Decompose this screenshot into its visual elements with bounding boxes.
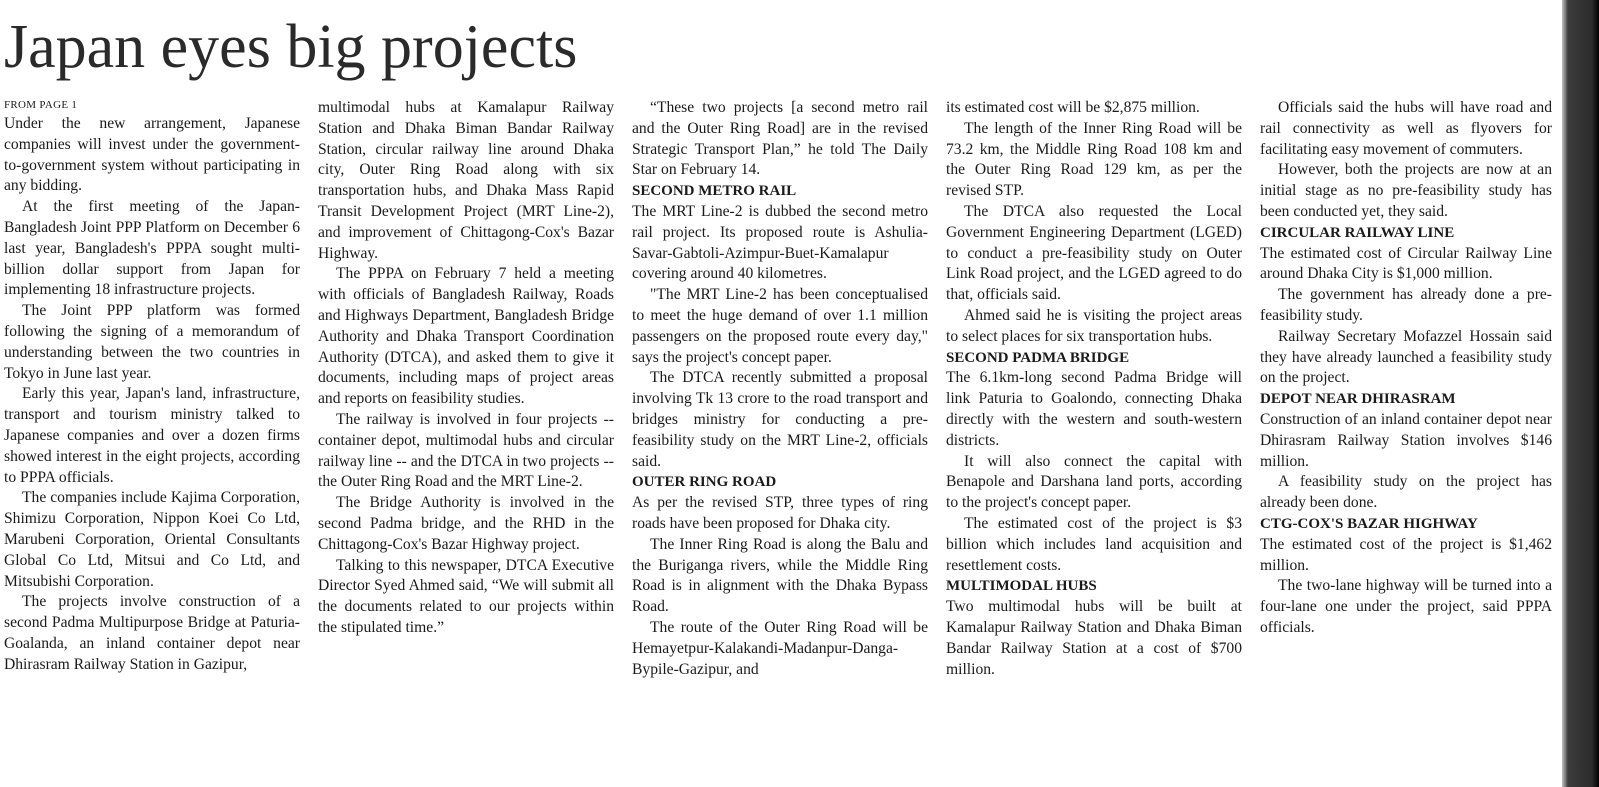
- headline: Japan eyes big projects: [4, 13, 578, 81]
- body-paragraph: The route of the Outer Ring Road will be Hemayetpur-Kalakandi-Madanpur-Danga-Bypile-Gazipur, and: [632, 618, 928, 678]
- body-paragraph: The companies include Kajima Corporation, Shimizu Corporation, Nippon Koei Co Ltd, Marubeni Corporation, Oriental Consultants Global Co Ltd, Mitsui and Co Ltd, and Mitsubishi Corporation.: [4, 489, 300, 590]
- article-column-3: [632, 98, 928, 680]
- body-paragraph: At the first meeting of the Japan-Bangladesh Joint PPP Platform on December 6 last year, Bangladesh's PPPA sought multi-billion dollar support from Japan for implementing 18 infrastructure projects.: [4, 198, 300, 299]
- body-paragraph: its estimated cost will be $2,875 million.: [946, 99, 1200, 116]
- body-paragraph: “These two projects [a second metro rail and the Outer Ring Road] are in the revised Strategic Transport Plan,” he told The Daily Star on February 14.: [632, 99, 928, 179]
- body-paragraph: The DTCA recently submitted a proposal involving Tk 13 crore to the road transport and bridges ministry for conducting a pre-feasibility study on the MRT Line-2, officials said.: [632, 369, 928, 470]
- body-paragraph: A feasibility study on the project has already been done.: [1260, 473, 1552, 512]
- body-paragraph: Officials said the hubs will have road and rail connectivity as well as flyovers for facilitating easy movement of commuters.: [1260, 99, 1552, 158]
- page-kicker: FROM PAGE 1: [4, 99, 78, 111]
- body-paragraph: It will also connect the capital with Benapole and Darshana land ports, according to the project's concept paper.: [946, 452, 1242, 512]
- body-paragraph: The railway is involved in four projects -- container depot, multimodal hubs and circular railway line -- and the DTCA in two projects -- the Outer Ring Road and the MRT Line-2.: [318, 410, 614, 491]
- body-paragraph: The estimated cost of Circular Railway Line around Dhaka City is $1,000 million.: [1260, 244, 1552, 283]
- body-paragraph: The two-lane highway will be turned into a four-lane one under the project, said PPPA officials.: [1260, 577, 1552, 636]
- section-subheading: DEPOT NEAR DHIRASRAM: [1260, 391, 1456, 408]
- body-paragraph: Talking to this newspaper, DTCA Executive Director Syed Ahmed said, “We will submit all the documents related to our projects within the stipulated time.”: [318, 556, 614, 636]
- article-column-1: [4, 98, 300, 676]
- body-paragraph: The estimated cost of the project is $1,462 million.: [1260, 535, 1552, 574]
- article-column-4: [946, 98, 1242, 680]
- body-paragraph: The 6.1km-long second Padma Bridge will link Paturia to Goalondo, connecting Dhaka directly with the western and south-western districts.: [946, 369, 1242, 449]
- body-paragraph: Under the new arrangement, Japanese companies will invest under the government-to-government system without participating in any bidding.: [4, 115, 300, 195]
- body-paragraph: As per the revised STP, three types of ring roads have been proposed for Dhaka city.: [632, 494, 928, 532]
- article-column-5: [1260, 98, 1552, 639]
- body-paragraph: The PPPA on February 7 held a meeting with officials of Bangladesh Railway, Roads and Highways Department, Bangladesh Bridge Authority and Dhaka Transport Coordination Authority (DTCA), and asked them to give it documents, including maps of project areas and reports on feasibility studies.: [318, 265, 614, 408]
- body-paragraph: The projects involve construction of a second Padma Multipurpose Bridge at Paturia-Goalanda, an inland container depot near Dhirasram Railway Station in Gazipur,: [4, 593, 300, 673]
- body-paragraph: The length of the Inner Ring Road will be 73.2 km, the Middle Ring Road 108 km and the Outer Ring Road 129 km, as per the revised STP.: [946, 119, 1242, 200]
- body-paragraph: The MRT Line-2 is dubbed the second metro rail project. Its proposed route is Ashulia-Savar-Gabtoli-Azimpur-Buet-Kamalapur covering around 40 kilometres.: [632, 202, 928, 283]
- article-column-2: [318, 98, 614, 639]
- page-edge-shadow: [1562, 0, 1599, 787]
- body-paragraph: The government has already done a pre-feasibility study.: [1260, 286, 1552, 324]
- section-subheading: CIRCULAR RAILWAY LINE: [1260, 224, 1455, 241]
- body-paragraph: The Inner Ring Road is along the Balu and the Buriganga rivers, while the Middle Ring Road is in alignment with the Dhaka Bypass Road.: [632, 535, 928, 616]
- body-paragraph: The Bridge Authority is involved in the second Padma bridge, and the RHD in the Chittagong-Cox's Bazar Highway project.: [318, 494, 614, 553]
- body-paragraph: "The MRT Line-2 has been conceptualised to meet the huge demand of over 1.1 million passengers on the proposed route every day," says the project's concept paper.: [632, 286, 928, 366]
- body-paragraph: multimodal hubs at Kamalapur Railway Station and Dhaka Biman Bandar Railway Station, circular railway line around Dhaka city, Outer Ring Road along with six transportation hubs, and Dhaka Mass Rapid Transit Development Project (MRT Line-2), and improvement of Chittagong-Cox's Bazar Highway.: [318, 99, 614, 262]
- body-paragraph: The Joint PPP platform was formed following the signing of a memorandum of understanding between the two countries in Tokyo in June last year.: [4, 302, 300, 382]
- body-paragraph: Railway Secretary Mofazzel Hossain said they have already launched a feasibility study on the project.: [1260, 327, 1552, 387]
- section-subheading: CTG-COX'S BAZAR HIGHWAY: [1260, 515, 1478, 532]
- section-subheading: OUTER RING ROAD: [632, 474, 777, 491]
- body-paragraph: Two multimodal hubs will be built at Kamalapur Railway Station and Dhaka Biman Bandar Railway Station at a cost of $700 million.: [946, 598, 1242, 678]
- body-paragraph: Early this year, Japan's land, infrastructure, transport and tourism ministry talked to Japanese companies and over a dozen firms showed interest in the eight projects, according to PPPA officials.: [4, 385, 300, 486]
- body-paragraph: The estimated cost of the project is $3 billion which includes land acquisition and resettlement costs.: [946, 514, 1242, 574]
- section-subheading: SECOND METRO RAIL: [632, 183, 797, 200]
- body-paragraph: The DTCA also requested the Local Government Engineering Department (LGED) to conduct a pre-feasibility study on Outer Link Road project, and the LGED agreed to do that, officials said.: [946, 202, 1242, 304]
- body-paragraph: Construction of an inland container depot near Dhirasram Railway Station involves $146 million.: [1260, 410, 1552, 470]
- section-subheading: SECOND PADMA BRIDGE: [946, 349, 1130, 366]
- body-paragraph: Ahmed said he is visiting the project areas to select places for six transportation hubs.: [946, 306, 1242, 345]
- body-paragraph: However, both the projects are now at an initial stage as no pre-feasibility study has been conducted yet, they said.: [1260, 161, 1552, 220]
- section-subheading: MULTIMODAL HUBS: [946, 578, 1097, 595]
